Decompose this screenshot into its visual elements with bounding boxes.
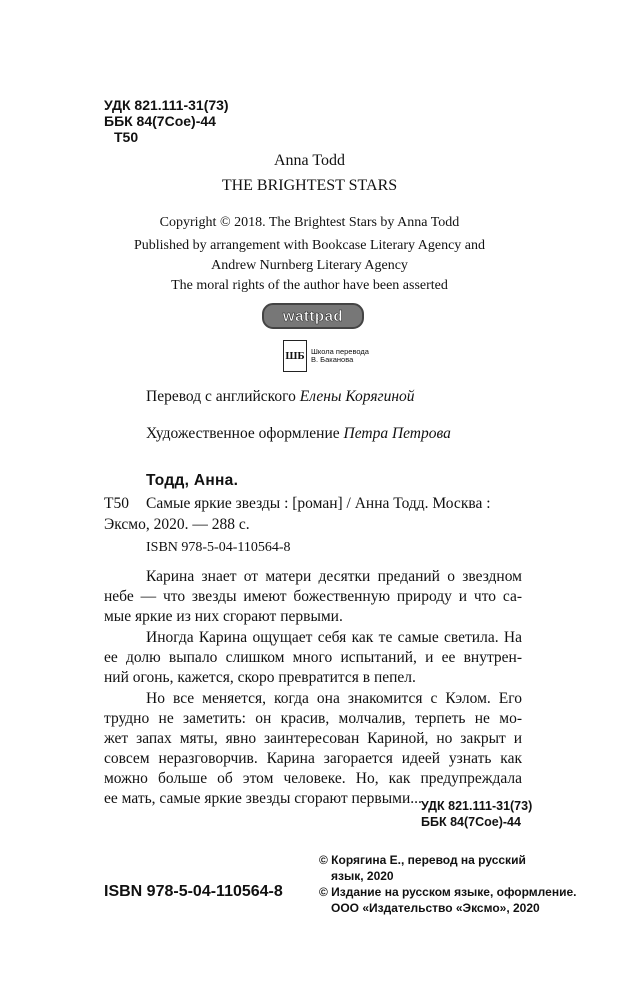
translator-credit (146, 388, 415, 406)
biblio-line-1: Самые яркие звезды : [роман] / Анна Тодд. Москва : (146, 495, 491, 512)
copyright-line: Copyright © 2018. The Brightest Stars by Anna Todd (159, 215, 460, 230)
bbk-code-bottom: ББК 84(7Сое)-44 (421, 815, 521, 829)
bbk-code: ББК 84(7Сое)-44 (104, 113, 216, 129)
designer-prefix: Художественное оформление (146, 425, 344, 442)
annotation-line: ний огонь, кажется, скоро превратится в пепел. (104, 669, 416, 686)
annotation-line: Иногда Карина ощущает себя как те самые светила. На (146, 629, 522, 646)
translator-prefix: Перевод с английского (146, 388, 300, 405)
copyright-edition: © Издание на русском языке, оформление. (319, 885, 577, 899)
author-mark: Т50 (114, 129, 139, 145)
original-title: THE BRIGHTEST STARS (221, 177, 398, 194)
annotation-line: Карина знает от матери десятки преданий о звездном (146, 568, 522, 585)
annotation-line: ее мать, самые яркие звезды сгорают первыми... (104, 790, 422, 807)
translator-name: Елены Корягиной (299, 388, 415, 405)
copyright-translation: © Корягина Е., перевод на русский (319, 853, 526, 867)
annotation-line: жет запах мяты, явно заинтересован Кариной, но закрыт и (104, 730, 522, 747)
copyright-notices (319, 852, 576, 916)
biblio-line-2: Эксмо, 2020. — 288 с. (104, 516, 250, 533)
classification-codes-bottom (421, 798, 532, 830)
annotation-line: Но все меняется, когда она знакомится с Кэлом. Его (146, 690, 522, 707)
school-line-1: Школа перевода (311, 347, 369, 356)
biblio-author-mark: Т50 (104, 495, 129, 512)
annotation-line: ее долю выпало слишком много испытаний, и ее внутрен- (104, 649, 522, 666)
classification-codes (104, 97, 229, 145)
annotation-line: трудно не заметить: он красив, молчалив, терпеть не мо- (104, 710, 522, 727)
udk-code-bottom: УДК 821.111-31(73) (421, 799, 533, 813)
moral-rights-line: The moral rights of the author have been asserted (171, 278, 448, 293)
designer-name: Петра Петрова (343, 425, 451, 442)
original-author: Anna Todd (273, 152, 346, 169)
copyright-translation-year: язык, 2020 (331, 869, 394, 883)
biblio-heading: Тодд, Анна. (146, 472, 239, 489)
annotation-line: мые яркие из них сгорают первыми. (104, 608, 343, 625)
copyright-publisher: ООО «Издательство «Эксмо», 2020 (331, 901, 540, 915)
published-line-1: Published by arrangement with Bookcase Literary Agency and (133, 238, 486, 253)
annotation-paragraph-1 (104, 567, 522, 627)
annotation-line: совсем неразговорчив. Карина загорается идеей узнать как (104, 750, 522, 767)
annotation-paragraph-3 (104, 689, 522, 809)
published-line-2: Andrew Nurnberg Literary Agency (211, 258, 408, 273)
school-mark-icon: ШБ (283, 340, 307, 372)
translation-school-logo (283, 340, 369, 372)
isbn-bottom: ISBN 978-5-04-110564-8 (104, 883, 283, 900)
annotation-paragraph-2 (104, 628, 522, 688)
udk-code: УДК 821.111-31(73) (104, 97, 229, 113)
wattpad-logo: wattpad (262, 303, 364, 329)
designer-credit (146, 425, 451, 443)
biblio-isbn: ISBN 978-5-04-110564-8 (146, 540, 291, 555)
school-line-2: В. Баканова (311, 355, 354, 364)
annotation-line: небе — что звезды имеют божественную природу и что са- (104, 588, 522, 605)
annotation-line: можно больше об этом человеке. Но, как предупреждала (104, 770, 522, 787)
